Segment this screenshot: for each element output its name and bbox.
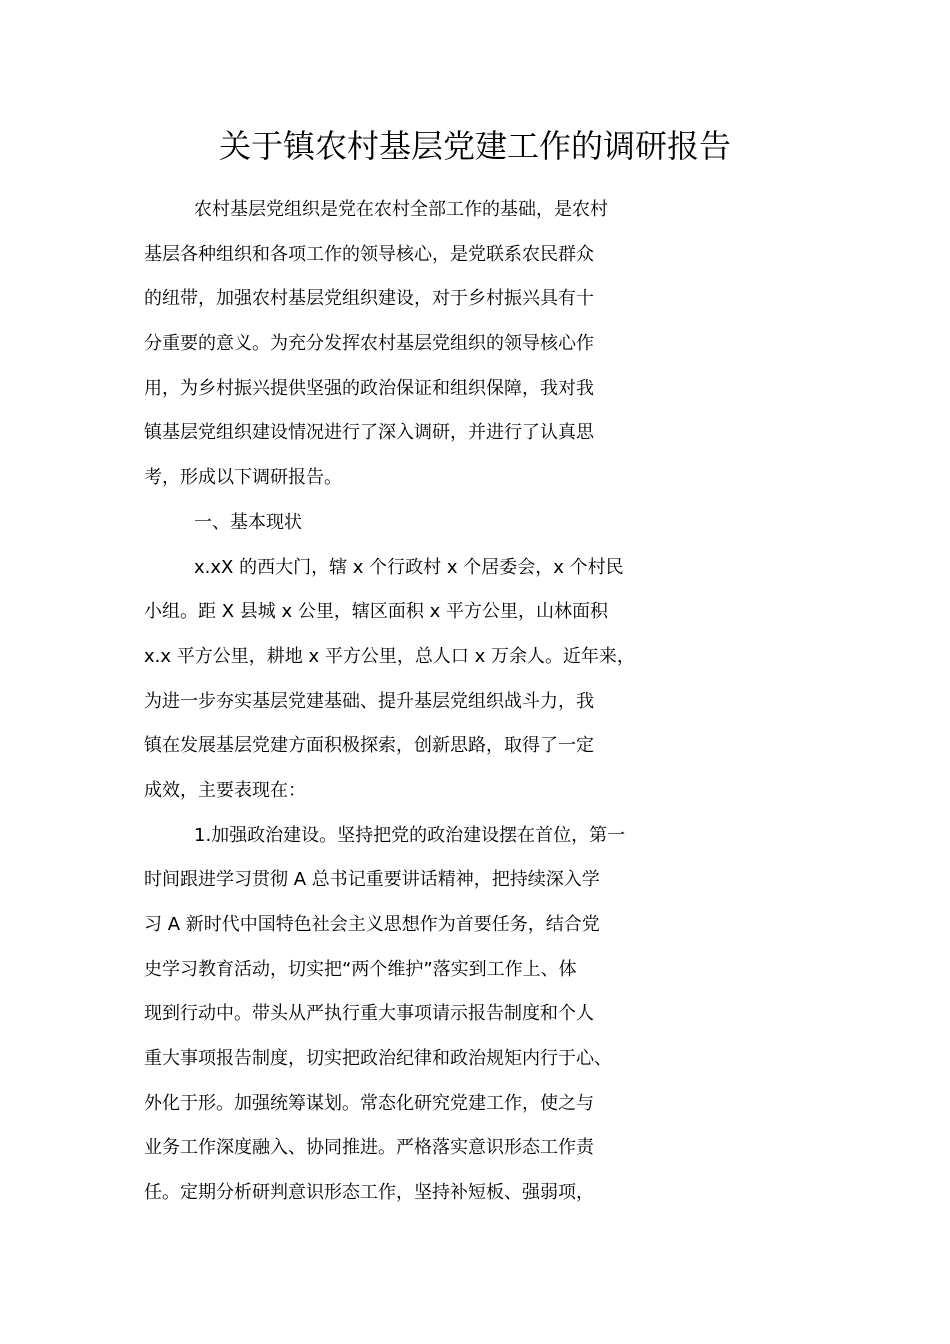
text-line: 成效，主要表现在： (144, 779, 306, 801)
text-line: 考，形成以下调研报告。 (144, 467, 342, 489)
text-line: 史学习教育活动，切实把“两个维护”落实到工作上、体 (144, 958, 577, 980)
text-line: 外化于形。加强统筹谋划。常态化研究党建工作，使之与 (144, 1092, 594, 1114)
text-line: 镇在发展基层党建方面积极探索，创新思路，取得了一定 (144, 735, 594, 757)
document-body (144, 188, 816, 1216)
text-line: x.xX 的西大门，辖 x 个行政村 x 个居委会，x 个村民 (194, 556, 624, 578)
text-line: 重大事项报告制度，切实把政治纪律和政治规矩内行于心、 (144, 1048, 612, 1070)
text-line: 的纽带，加强农村基层党组织建设，对于乡村振兴具有十 (144, 288, 594, 310)
text-line: 1.加强政治建设。坚持把党的政治建设摆在首位，第一 (194, 824, 626, 846)
text-line: 分重要的意义。为充分发挥农村基层党组织的领导核心作 (144, 333, 594, 355)
text-line: 一、基本现状 (194, 511, 302, 533)
document-title: 关于镇农村基层党建工作的调研报告 (218, 127, 731, 165)
text-line: 习 A 新时代中国特色社会主义思想作为首要任务，结合党 (144, 914, 600, 935)
text-line: 镇基层党组织建设情况进行了深入调研，并进行了认真思 (144, 422, 594, 444)
text-line: 基层各种组织和各项工作的领导核心，是党联系农民群众 (144, 243, 594, 265)
text-line: 业务工作深度融入、协同推进。严格落实意识形态工作责 (144, 1137, 594, 1159)
text-line: 为进一步夯实基层党建基础、提升基层党组织战斗力，我 (144, 690, 594, 712)
text-line: 农村基层党组织是党在农村全部工作的基础，是农村 (194, 199, 608, 220)
text-line: 任。定期分析研判意识形态工作，坚持补短板、强弱项， (144, 1182, 594, 1204)
text-line: 小组。距 X 县城 x 公里，辖区面积 x 平方公里，山林面积 (144, 601, 608, 623)
text-line: 现到行动中。带头从严执行重大事项请示报告制度和个人 (144, 1003, 594, 1025)
text-line: x.x 平方公里，耕地 x 平方公里，总人口 x 万余人。近年来， (144, 645, 635, 667)
text-line: 时间跟进学习贯彻 A 总书记重要讲话精神，把持续深入学 (144, 869, 600, 891)
text-line: 用，为乡村振兴提供坚强的政治保证和组织保障，我对我 (144, 377, 594, 399)
